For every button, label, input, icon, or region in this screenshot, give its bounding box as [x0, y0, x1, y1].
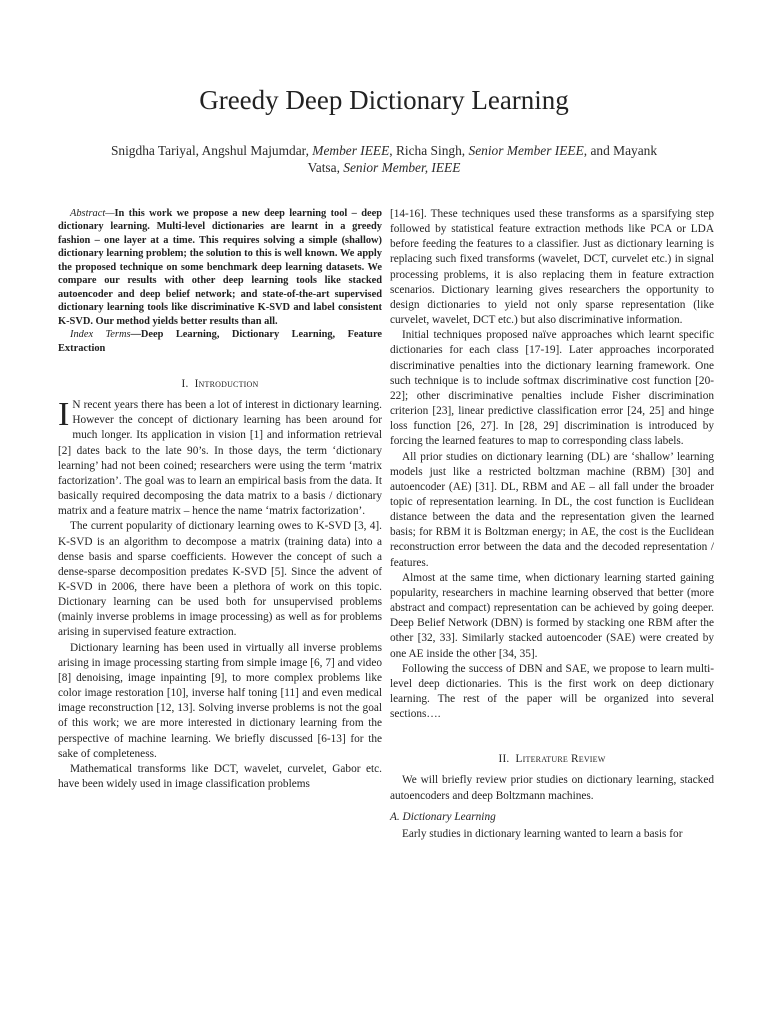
- author-names-1: Snigdha Tariyal, Angshul Majumdar,: [110, 143, 313, 158]
- right-paragraph-4: Almost at the same time, when dictionary learning started gaining popularity, researchers in machine learning observed that better (more abstract and compact) representation can be achieved by going deeper. Deep Belief Network (DBN) is formed by stacking one RBM after the other [32, 33]. Similarly stacked autoencoder (SAE) were created by one AE inside the other [34, 35].: [390, 571, 714, 660]
- intro-paragraph-4: Mathematical transforms like DCT, wavelet, curvelet, Gabor etc. have been widely used in image classification problems: [58, 762, 382, 791]
- abstract-lead: Abstract—: [70, 208, 115, 219]
- index-terms-lead: Index Terms: [70, 329, 131, 341]
- section-heading-literature-review: [390, 752, 714, 767]
- drop-cap: I: [58, 396, 70, 434]
- section-number: I.: [181, 377, 189, 390]
- right-paragraph-3: All prior studies on dictionary learning (DL) are ‘shallow’ learning models just like a restricted boltzman machine (RBM) [30] and autoencoder (AE) [31]. DL, RBM and AE – all fall under the broader topic of representation learning. In DL, the cost function is Euclidean distance between the data and the representation given the learned basis; for RBM it is Boltzman energy; in AE, the cost is the Euclidean reconstruction error between the data and the decoded representation / features.: [390, 450, 714, 569]
- left-column: [58, 207, 382, 792]
- author-list: [96, 142, 672, 176]
- right-paragraph-2: Initial techniques proposed naïve approaches which learnt specific dictionaries for each class [17-19]. Later approaches incorporated discriminative penalties into the dictionary learning framework. One such technique is to include softmax discriminative cost function [20-22]; other discriminative penalties include Fisher discrimination criterion [23], linear predictive classification error [24, 25] and hinge loss function [26, 27]. In [28, 29] discrimination is introduced by forcing the learned features to map to corresponding class labels.: [390, 329, 714, 448]
- paper-title: Greedy Deep Dictionary Learning: [199, 85, 569, 115]
- subsection-heading-dictionary-learning: A. Dictionary Learning: [390, 810, 496, 823]
- section-heading-introduction: [58, 377, 382, 392]
- author-role-3: Senior Member, IEEE: [343, 160, 461, 175]
- intro-paragraph-2: The current popularity of dictionary learning owes to K-SVD [3, 4]. K-SVD is an algorithm to decompose a matrix (training data) into a dense basis and sparse coefficients. However the concept of such a dense-sparse decomposition predates K-SVD [5]. Since the advent of K-SVD in 2006, there have been a plethora of work on this topic. Dictionary learning can be used both for unsupervised problems (mainly inverse problems in image processing) as well as for problems arising in supervised feature extraction.: [58, 520, 382, 639]
- literature-paragraph-1: We will briefly review prior studies on dictionary learning, stacked autoencoders and deep Boltzmann machines.: [390, 774, 714, 802]
- right-paragraph-1: [14-16]. These techniques used these transforms as a sparsifying step followed by statistical feature extraction methods like PCA or LDA before feeding the features to a classifier. Just as dictionary learning is replacing such fixed transforms (wavelet, DCT, curvelet etc.) in signal processing problems, it is also replacing them in feature extraction scenarios. Dictionary learning gives researchers the opportunity to design dictionaries to yield not only sparse representation (like curvelet, wavelet, DCT etc.) but also discriminative information.: [390, 208, 714, 327]
- section-title: Introduction: [194, 377, 259, 390]
- intro-paragraph-1-text: N recent years there has been a lot of interest in dictionary learning. However the concept of dictionary learning has been around for much longer. Its application in vision [1] and information retrieval [2] dates back to the late 90’s. In those days, the term ‘dictionary learning’ had not been coined; researchers were using the term ‘matrix factorization’. The goal was to learn an empirical basis from the data. It basically required decomposing the data matrix to a basis / dictionary matrix and a feature matrix – hence the name ‘matrix factorization’.: [58, 399, 382, 518]
- section-title: Literature Review: [515, 753, 606, 766]
- author-role-2: Senior Member IEEE: [468, 143, 584, 158]
- author-names-3: , and Mayank Vatsa,: [307, 143, 658, 175]
- index-terms-text: —Deep Learning, Dictionary Learning, Feature Extraction: [58, 329, 382, 354]
- abstract-text: In this work we propose a new deep learning tool – deep dictionary learning. Multi-level dictionaries are learnt in a greedy fashion – one layer at a time. This requires solving a simple (shallow) dictionary learning problem; the solution to this is well known. We apply the proposed technique on some benchmark deep learning datasets. We compare our results with other deep learning tools like stacked autoencoder and deep belief network; and state-of-the-art supervised dictionary learning tools like discriminative K-SVD and label consistent K-SVD. Our method yields better results than all.: [58, 208, 382, 327]
- author-role-1: Member IEEE: [312, 143, 390, 158]
- author-names-2: , Richa Singh,: [389, 143, 469, 158]
- section-number: II.: [498, 753, 510, 766]
- subsection-paragraph-1: Early studies in dictionary learning wanted to learn a basis for: [402, 827, 683, 840]
- right-paragraph-5: Following the success of DBN and SAE, we propose to learn multi-level deep dictionaries. This is the first work on deep dictionary learning. The rest of the paper will be organized into several sections….: [390, 662, 714, 721]
- right-column: [390, 207, 714, 842]
- intro-paragraph-1: [58, 398, 382, 519]
- abstract: [58, 207, 382, 328]
- index-terms: [58, 328, 382, 355]
- intro-paragraph-3: Dictionary learning has been used in virtually all inverse problems arising in image processing starting from simple image [6, 7] and video [8] denoising, image inpainting [9], to more complex problems like color image restoration [10], inverse half toning [11] and even medical image reconstruction [12, 13]. Solving inverse problems is not the goal of this work; we are more interested in dictionary learning from the perspective of machine learning. We briefly discussed [6-13] for the sake of completeness.: [58, 641, 382, 760]
